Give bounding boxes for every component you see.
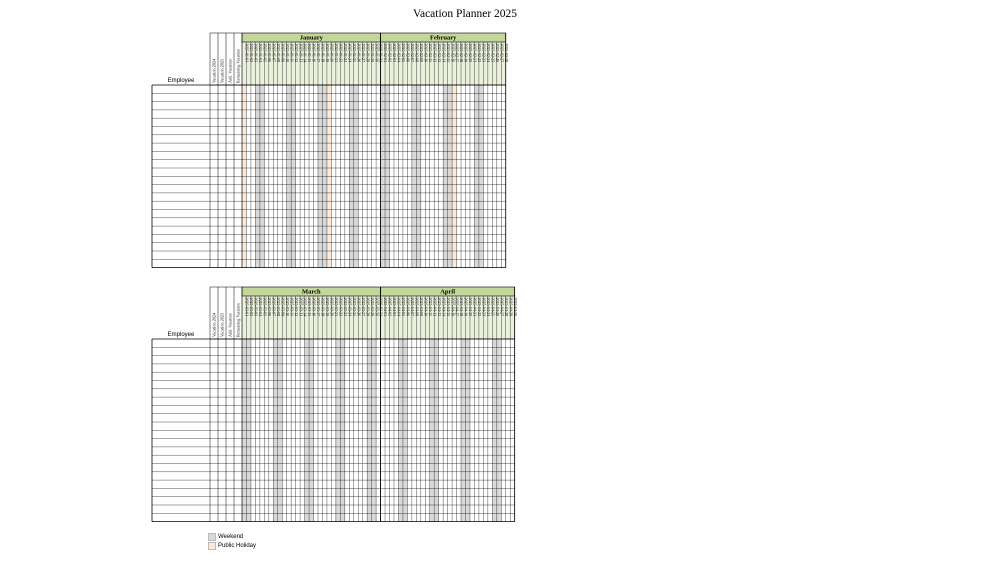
legend-holiday xyxy=(208,541,256,550)
employee-row[interactable] xyxy=(152,364,515,372)
date-label: 2025-04-14 xyxy=(441,297,447,317)
employee-row[interactable] xyxy=(152,160,506,168)
employee-row[interactable] xyxy=(152,464,515,472)
date-label: 2025-02-16 xyxy=(450,43,456,63)
date-label: 2025-03-03 xyxy=(253,297,259,317)
date-label: 2025-02-23 xyxy=(481,43,487,63)
employee-row[interactable] xyxy=(152,381,515,389)
date-label: 2025-04-18 xyxy=(459,297,465,317)
date-label: 2025-01-25 xyxy=(351,43,357,63)
employee-row[interactable] xyxy=(152,422,515,430)
employee-row[interactable] xyxy=(152,347,515,355)
date-label: 2025-02-05 xyxy=(401,43,407,63)
date-label: 2025-03-17 xyxy=(316,297,322,317)
date-label: 2025-03-06 xyxy=(266,297,272,317)
legend-holiday-label: Public Holiday xyxy=(218,542,257,549)
employee-row[interactable] xyxy=(152,176,506,184)
date-label: 2025-02-12 xyxy=(432,43,438,63)
employee-row[interactable] xyxy=(152,127,506,135)
date-label: 2025-03-12 xyxy=(293,297,299,317)
date-label: 2025-04-28 xyxy=(503,297,509,317)
employee-row[interactable] xyxy=(152,185,506,193)
column-label-add-vacation: Add. Vacation xyxy=(227,313,233,337)
page-title: Vacation Planner 2025 xyxy=(412,8,518,20)
date-label: 2025-04-11 xyxy=(427,297,433,317)
date-label: 2025-02-10 xyxy=(423,43,429,63)
date-label: 2025-04-10 xyxy=(423,297,429,317)
date-label: 2025-04-17 xyxy=(454,297,460,317)
date-label: 2025-04-26 xyxy=(494,297,500,317)
date-label: 2025-01-21 xyxy=(334,43,340,63)
planner-block-1 xyxy=(152,33,509,268)
date-label: 2025-02-09 xyxy=(418,43,424,63)
date-label: 2025-04-24 xyxy=(486,297,492,317)
date-label: 2025-03-04 xyxy=(258,297,264,317)
employee-row[interactable] xyxy=(152,455,515,463)
date-label: 2025-03-20 xyxy=(329,297,335,317)
date-label: 2025-04-16 xyxy=(450,297,456,317)
date-label: 2025-03-18 xyxy=(320,297,326,317)
employee-row[interactable] xyxy=(152,143,506,151)
date-label: 2025-01-20 xyxy=(329,43,335,63)
date-label: 2025-03-28 xyxy=(365,297,371,317)
employee-row[interactable] xyxy=(152,447,515,455)
date-label: 2025-03-14 xyxy=(302,297,308,317)
date-label: 2025-03-01 xyxy=(244,297,250,317)
date-label: 2025-02-17 xyxy=(454,43,460,63)
column-label-vacation-curr: Vacation 2025 xyxy=(219,312,225,337)
date-label: 2025-01-08 xyxy=(275,43,281,63)
column-label-add-vacation: Add. Vacation xyxy=(227,59,233,83)
date-label: 2025-04-02 xyxy=(387,297,393,317)
date-label: 2025-01-24 xyxy=(347,43,353,63)
column-label-vacation-curr: Vacation 2025 xyxy=(219,58,225,83)
date-label: 2025-03-09 xyxy=(280,297,286,317)
legend-weekend-label: Weekend xyxy=(218,533,244,540)
employee-label: Employee xyxy=(167,78,195,84)
date-label: 2025-04-19 xyxy=(463,297,469,317)
date-label: 2025-03-21 xyxy=(334,297,340,317)
column-label-remaining: Remaining Vacation xyxy=(235,49,241,83)
month-label: February xyxy=(429,34,457,42)
date-label: 2025-02-06 xyxy=(405,43,411,63)
date-label: 2025-01-05 xyxy=(262,43,268,63)
legend-weekend xyxy=(208,532,243,541)
employee-row[interactable] xyxy=(152,488,515,496)
date-label: 2025-04-22 xyxy=(477,297,483,317)
date-label: 2025-04-23 xyxy=(481,297,487,317)
date-label: 2025-01-02 xyxy=(249,43,255,63)
employee-row[interactable] xyxy=(152,85,506,93)
date-label: 2025-02-15 xyxy=(445,43,451,63)
date-label: 2025-03-25 xyxy=(351,297,357,317)
employee-row[interactable] xyxy=(152,339,515,347)
date-label: 2025-02-14 xyxy=(441,43,447,63)
employee-row[interactable] xyxy=(152,439,515,447)
date-label: 2025-03-19 xyxy=(325,297,331,317)
date-label: 2025-04-29 xyxy=(508,297,514,317)
date-label: 2025-01-13 xyxy=(298,43,304,63)
employee-row[interactable] xyxy=(152,210,506,218)
date-label: 2025-02-21 xyxy=(472,43,478,63)
date-label: 2025-03-24 xyxy=(347,297,353,317)
date-label: 2025-01-15 xyxy=(307,43,313,63)
date-label: 2025-01-01 xyxy=(244,43,250,63)
employee-row[interactable] xyxy=(152,193,506,201)
date-label: 2025-04-21 xyxy=(472,297,478,317)
date-label: 2025-01-18 xyxy=(320,43,326,63)
employee-row[interactable] xyxy=(152,497,515,505)
date-label: 2025-02-28 xyxy=(503,43,509,63)
date-label: 2025-02-24 xyxy=(486,43,492,63)
date-label: 2025-01-31 xyxy=(378,43,384,63)
date-label: 2025-03-05 xyxy=(262,297,268,317)
date-label: 2025-02-20 xyxy=(468,43,474,63)
employee-row[interactable] xyxy=(152,430,515,438)
employee-row[interactable] xyxy=(152,102,506,110)
date-label: 2025-02-02 xyxy=(387,43,393,63)
date-label: 2025-03-23 xyxy=(342,297,348,317)
employee-row[interactable] xyxy=(152,389,515,397)
date-label: 2025-01-27 xyxy=(360,43,366,63)
date-label: 2025-02-19 xyxy=(463,43,469,63)
date-label: 2025-02-01 xyxy=(383,43,389,63)
date-label: 2025-01-16 xyxy=(311,43,317,63)
date-label: 2025-04-07 xyxy=(410,297,416,317)
date-label: 2025-01-10 xyxy=(284,43,290,63)
date-label: 2025-01-12 xyxy=(293,43,299,63)
date-label: 2025-04-01 xyxy=(383,297,389,317)
date-label: 2025-02-07 xyxy=(410,43,416,63)
date-label: 2025-03-22 xyxy=(338,297,344,317)
date-label: 2025-01-28 xyxy=(365,43,371,63)
date-label: 2025-03-07 xyxy=(271,297,277,317)
employee-row[interactable] xyxy=(152,234,506,242)
date-label: 2025-02-04 xyxy=(396,43,402,63)
employee-row[interactable] xyxy=(152,472,515,480)
date-label: 2025-03-10 xyxy=(284,297,290,317)
date-label: 2025-01-19 xyxy=(325,43,331,63)
date-label: 2025-03-26 xyxy=(356,297,362,317)
date-label: 2025-03-08 xyxy=(275,297,281,317)
date-label: 2025-01-17 xyxy=(316,43,322,63)
column-label-vacation-prev: Vacation 2024 xyxy=(211,312,217,337)
date-label: 2025-04-08 xyxy=(414,297,420,317)
employee-label: Employee xyxy=(167,332,195,338)
date-label: 2025-01-04 xyxy=(258,43,264,63)
employee-row[interactable] xyxy=(152,505,515,513)
weekend-swatch xyxy=(208,533,216,541)
employee-row[interactable] xyxy=(152,480,515,488)
date-label: 2025-02-03 xyxy=(392,43,398,63)
date-label: 2025-01-30 xyxy=(374,43,380,63)
employee-row[interactable] xyxy=(152,110,506,118)
employee-row[interactable] xyxy=(152,201,506,209)
date-label: 2025-03-13 xyxy=(298,297,304,317)
employee-row[interactable] xyxy=(152,513,515,521)
employee-row[interactable] xyxy=(152,118,506,126)
date-label: 2025-02-13 xyxy=(436,43,442,63)
date-label: 2025-02-27 xyxy=(499,43,505,63)
date-label: 2025-04-27 xyxy=(499,297,505,317)
date-label: 2025-04-25 xyxy=(490,297,496,317)
employee-row[interactable] xyxy=(152,243,506,251)
date-label: 2025-01-09 xyxy=(280,43,286,63)
date-label: 2025-02-26 xyxy=(494,43,500,63)
date-label: 2025-03-15 xyxy=(307,297,313,317)
date-label: 2025-03-31 xyxy=(378,297,384,317)
employee-row[interactable] xyxy=(152,356,515,364)
date-label: 2025-01-23 xyxy=(342,43,348,63)
month-label: January xyxy=(299,34,323,42)
employee-row[interactable] xyxy=(152,414,515,422)
employee-row[interactable] xyxy=(152,168,506,176)
date-label: 2025-02-18 xyxy=(459,43,465,63)
date-label: 2025-03-02 xyxy=(249,297,255,317)
column-label-remaining: Remaining Vacation xyxy=(235,303,241,337)
month-label: March xyxy=(301,288,321,296)
date-label: 2025-04-03 xyxy=(392,297,398,317)
date-label: 2025-01-22 xyxy=(338,43,344,63)
date-label: 2025-01-06 xyxy=(266,43,272,63)
employee-row[interactable] xyxy=(152,93,506,101)
date-label: 2025-03-27 xyxy=(360,297,366,317)
date-label: 2025-04-12 xyxy=(432,297,438,317)
date-label: 2025-01-11 xyxy=(289,43,295,63)
date-label: 2025-04-15 xyxy=(445,297,451,317)
date-label: 2025-04-30 xyxy=(512,297,518,317)
employee-row[interactable] xyxy=(152,226,506,234)
date-label: 2025-03-29 xyxy=(369,297,375,317)
employee-row[interactable] xyxy=(152,151,506,159)
employee-row[interactable] xyxy=(152,251,506,259)
date-label: 2025-03-30 xyxy=(374,297,380,317)
date-label: 2025-01-07 xyxy=(271,43,277,63)
date-label: 2025-03-11 xyxy=(289,297,295,317)
employee-row[interactable] xyxy=(152,405,515,413)
date-label: 2025-02-22 xyxy=(477,43,483,63)
date-label: 2025-04-13 xyxy=(436,297,442,317)
date-label: 2025-04-05 xyxy=(401,297,407,317)
employee-row[interactable] xyxy=(152,259,506,267)
date-label: 2025-02-11 xyxy=(427,43,433,63)
date-label: 2025-04-06 xyxy=(405,297,411,317)
employee-row[interactable] xyxy=(152,218,506,226)
date-label: 2025-04-09 xyxy=(418,297,424,317)
date-label: 2025-04-20 xyxy=(468,297,474,317)
date-label: 2025-01-26 xyxy=(356,43,362,63)
employee-row[interactable] xyxy=(152,135,506,143)
month-label: April xyxy=(440,288,456,296)
date-label: 2025-01-03 xyxy=(253,43,259,63)
employee-row[interactable] xyxy=(152,397,515,405)
date-label: 2025-01-29 xyxy=(369,43,375,63)
date-label: 2025-04-04 xyxy=(396,297,402,317)
date-label: 2025-02-08 xyxy=(414,43,420,63)
date-label: 2025-02-25 xyxy=(490,43,496,63)
employee-row[interactable] xyxy=(152,372,515,380)
column-label-vacation-prev: Vacation 2024 xyxy=(211,58,217,83)
planner-block-2 xyxy=(152,287,518,522)
date-label: 2025-01-14 xyxy=(302,43,308,63)
date-label: 2025-03-16 xyxy=(311,297,317,317)
holiday-swatch xyxy=(208,542,216,550)
